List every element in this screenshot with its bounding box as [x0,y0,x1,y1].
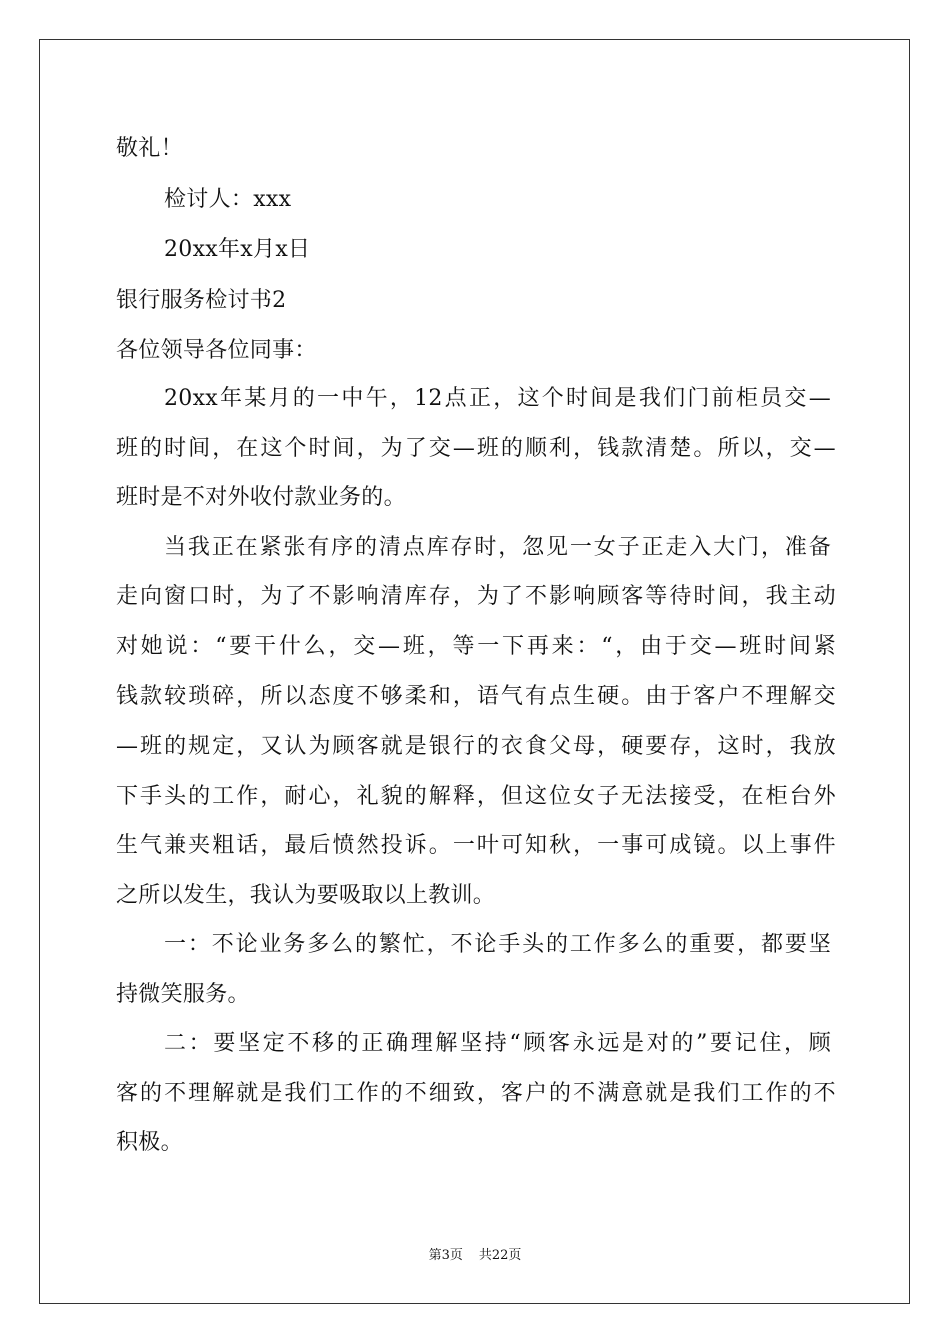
paragraph-line: 钱款较琐碎，所以态度不够柔和，语气有点生硬。由于客户不理解交 [116,684,836,709]
paragraph-line: 走向窗口时，为了不影响清库存，为了不影响顾客等待时间，我主动 [116,584,836,609]
paragraph-line: 当我正在紧张有序的清点库存时，忽见一女子正走入大门，准备 [164,535,831,560]
signature-author: 检讨人：xxx [164,187,292,212]
paragraph-line: 班的时间，在这个时间，为了交—班的顺利，钱款清楚。所以，交— [116,436,836,461]
signature-date: 20xx年x月x日 [164,237,311,262]
closing-salutation: 敬礼！ [116,136,183,161]
paragraph-line: 客的不理解就是我们工作的不细致，客户的不满意就是我们工作的不 [116,1081,836,1106]
paragraph-line: 生气兼夹粗话，最后愤然投诉。一叶可知秋，一事可成镜。以上事件 [116,833,836,858]
paragraph-line: 一：不论业务多么的繁忙，不论手头的工作多么的重要，都要坚 [164,932,831,957]
section-title: 银行服务检讨书2 [116,288,287,313]
paragraph-line: —班的规定，又认为顾客就是银行的衣食父母，硬要存，这时，我放 [116,734,836,759]
paragraph-line: 二：要坚定不移的正确理解坚持“顾客永远是对的”要记住，顾 [164,1031,831,1056]
paragraph-line: 下手头的工作，耐心，礼貌的解释，但这位女子无法接受，在柜台外 [116,784,836,809]
paragraph-line: 20xx年某月的一中午，12点正，这个时间是我们门前柜员交— [164,386,831,411]
page-number: 第3页 [428,1248,463,1263]
paragraph-line: 班时是不对外收付款业务的。 [116,485,406,510]
page-footer [0,1248,950,1264]
paragraph-line: 积极。 [116,1130,183,1155]
paragraph-line: 持微笑服务。 [116,982,250,1007]
page-total: 共22页 [478,1248,522,1263]
page-border [39,39,910,1304]
paragraph-line: 之所以发生，我认为要吸取以上教训。 [116,883,496,908]
paragraph-line: 对她说：“要干什么，交—班，等一下再来：“，由于交—班时间紧 [116,634,836,659]
greeting: 各位领导各位同事： [116,338,317,363]
